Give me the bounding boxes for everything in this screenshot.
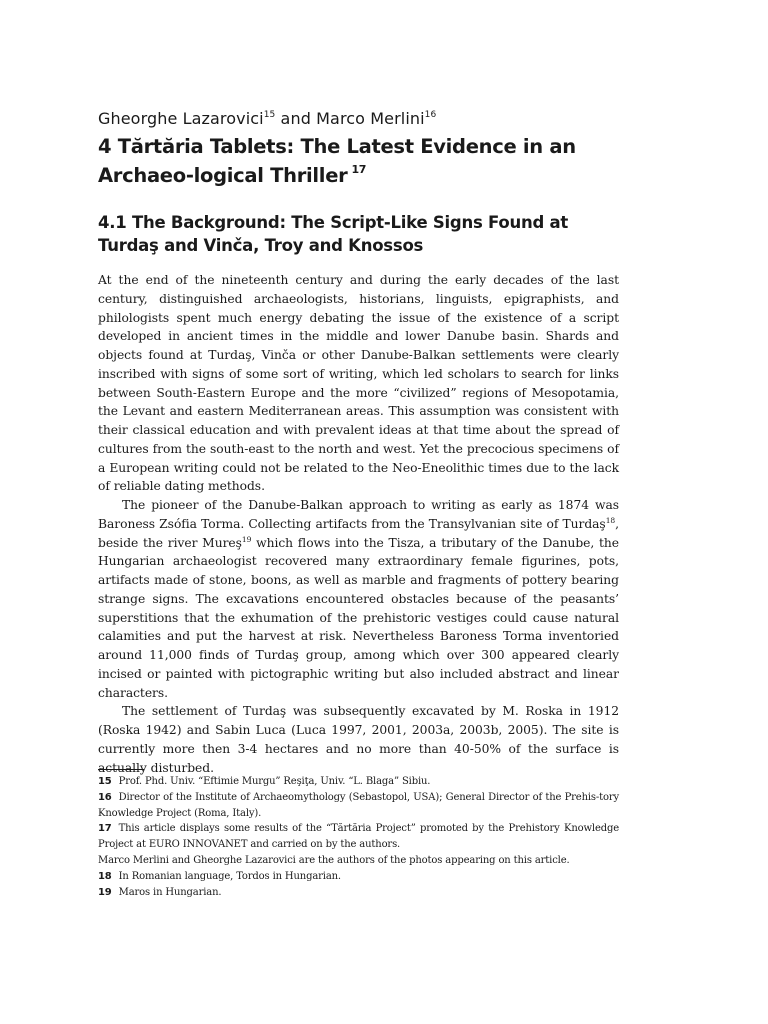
footnote-number: 16 bbox=[98, 791, 112, 803]
paragraph-text: , beside the river Mureş bbox=[98, 516, 619, 550]
footnote-text: Maros in Hungarian. bbox=[118, 886, 222, 898]
author-line bbox=[98, 108, 619, 130]
footnote bbox=[98, 790, 619, 822]
chapter-title bbox=[98, 132, 619, 190]
footnote-text: Prof. Phd. Univ. “Eftimie Murgu” Reşiţa, Univ. “L. Blaga” Sibiu. bbox=[118, 776, 431, 787]
author-name: Marco Merlini bbox=[316, 109, 425, 128]
footnote-continuation bbox=[98, 853, 619, 869]
paragraph-text: which flows into the Tisza, a tributary of the Danube, the Hungarian archaeologist recovered many extraordinary female figurines, pots, artifacts made of stone, boons, as well as marble and fragments of pottery bearing strange signs. The excavations encountered obstacles because of the peasants’ superstitions that the exhumation of the prehistoric vestiges could cause natural calamities and put the harvest at risk. Nevertheless Baroness Torma inventoried around 11,000 finds of Turdaş group, among which over 300 appeared clearly incised or painted with pictographic writing but also included abstract and linear characters. bbox=[98, 535, 620, 700]
footnote-number: 18 bbox=[98, 870, 112, 882]
author-name: Gheorghe Lazarovici bbox=[98, 109, 264, 128]
section-heading: 4.1 The Background: The Script-Like Signs Found at Turdaş and Vinča, Troy and Knossos bbox=[98, 213, 569, 255]
footnote-ref[interactable]: 18 bbox=[605, 515, 616, 525]
paragraph: The settlement of Turdaş was subsequently excavated by M. Roska in 1912 (Roska 1942) and Sabin Luca (Luca 1997, 2001, 2003a, 2003b, 2005). The site is currently more then 3-4 hectares and no more than 40-50% of the surface is actually disturbed. bbox=[98, 704, 619, 775]
footnotes bbox=[98, 774, 619, 900]
footnote-text: Marco Merlini and Gheorghe Lazarovici are the authors of the photos appearing on this article. bbox=[98, 854, 570, 866]
footnote-ref[interactable]: 15 bbox=[263, 110, 276, 120]
chapter-title-text: 4 Tărtăria Tablets: The Latest Evidence in an Archaeo-logical Thriller bbox=[98, 135, 576, 187]
footnote-ref[interactable]: 19 bbox=[241, 534, 252, 544]
paragraph bbox=[98, 496, 619, 702]
footnote bbox=[98, 774, 619, 790]
footnote-number: 19 bbox=[98, 886, 112, 898]
paragraph: At the end of the nineteenth century and during the early decades of the last century, distinguished archaeologists, historians, linguists, epigraphists, and philologists spent much energy debating the issue of the existence of a script developed in ancient times in the middle and lower Danube basin. Shards and objects found at Turdaş, Vinča or other Danube-Balkan settlements were clearly inscribed with signs of some sort of writing, which led scholars to search for links between South-Eastern Europe and the more “civilized” regions of Mesopotamia, the Levant and eastern Mediterranean areas. This assumption was consistent with their classical education and with prevalent ideas at that time about the spread of cultures from the south-east to the north and west. Yet the precocious specimens of a European writing could not be related to the Neo-Eneolithic times due to the lack of reliable dating methods. bbox=[98, 273, 619, 494]
paragraph-text: The pioneer of the Danube-Balkan approach to writing as early as 1874 was Baroness Zsófia Torma. Collecting artifacts from the Transylvanian site of Turdaş bbox=[98, 498, 619, 531]
footnote-ref[interactable]: 16 bbox=[424, 110, 437, 120]
footnote bbox=[98, 885, 619, 901]
footnote-ref[interactable]: 17 bbox=[351, 163, 367, 176]
footnote bbox=[98, 821, 619, 853]
footnote-text: Director of the Institute of Archaeomythology (Sebastopol, USA); General Director of the Prehis-tory Knowledge Project (Roma, Italy). bbox=[98, 791, 619, 819]
footnote-number: 15 bbox=[98, 776, 112, 787]
footnote-text: This article displays some results of the “Tărtăria Project” promoted by the Prehistory Knowledge Project at EURO INNOVANET and carried on by the authors. bbox=[98, 823, 619, 851]
footnote-divider bbox=[98, 769, 144, 770]
footnote-number: 17 bbox=[98, 823, 112, 835]
author-joiner: and bbox=[275, 109, 317, 128]
footnote bbox=[98, 869, 619, 885]
body-text bbox=[98, 271, 619, 777]
footnote-text: In Romanian language, Tordos in Hungarian. bbox=[118, 870, 341, 882]
